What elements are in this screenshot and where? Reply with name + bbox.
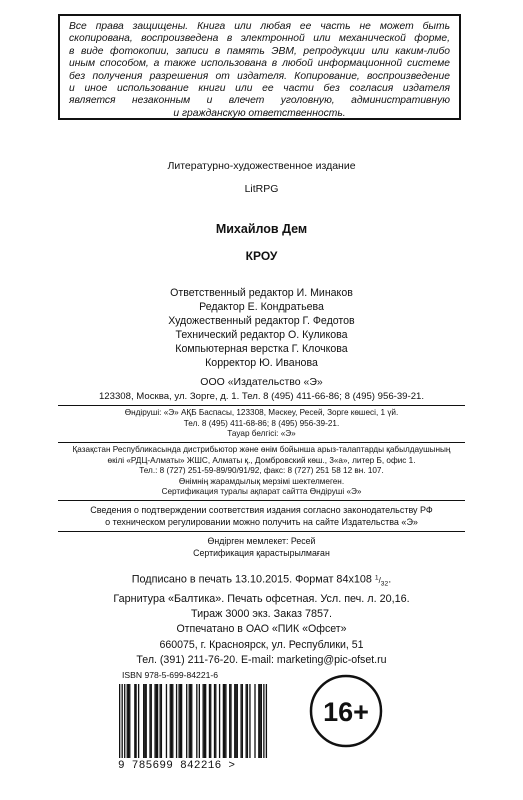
barcode-bar [210, 684, 211, 758]
barcode-bar [190, 684, 191, 758]
barcode-bar [196, 684, 197, 758]
barcode-bar [199, 684, 200, 758]
trademark: Тауар белгісі: «Э» [227, 429, 296, 438]
barcode-bar [161, 684, 162, 758]
barcode-bar [223, 684, 224, 758]
age-rating-text: 16+ [323, 697, 369, 727]
credit-line: Ответственный редактор И. Минаков [170, 287, 353, 299]
barcode-bar [229, 684, 230, 758]
barcode-bar [135, 684, 136, 758]
barcode-bar [129, 684, 130, 758]
barcode-icon [118, 684, 268, 760]
notice-line: без получения разрешения от издателя. Копирование, воспроизведение [69, 70, 450, 82]
printer-address: 660075, г. Красноярск, ул. Республики, 51 [159, 638, 364, 651]
credit-line: Технический редактор О. Куликова [175, 329, 348, 341]
barcode-bar [178, 684, 179, 758]
barcode-bar [224, 684, 225, 758]
barcode-bar [172, 684, 173, 758]
edition-type: Литературно-художественное издание [167, 160, 356, 172]
kz-distributor [0, 445, 523, 498]
barcode-bar [134, 684, 135, 758]
barcode-bar [209, 684, 210, 758]
barcode-bar [166, 684, 167, 758]
kz-producer-line: Өндіруші: «Э» АҚБ Баспасы, 123308, Мәскеу, Ресей, Зорге көшесі, 1 үй. [124, 408, 399, 417]
barcode-bar [122, 684, 123, 758]
kz-producer [0, 408, 523, 440]
typeface-line: Гарнитура «Балтика». Печать офсетная. Усл. печ. л. 20,16. [113, 592, 410, 605]
barcode-bar [237, 684, 238, 758]
barcode-bar [176, 684, 177, 758]
kz-distributor-line: Сертификация туралы ақпарат сайтта Өндіруші «Э» [161, 487, 362, 496]
barcode-bar [191, 684, 192, 758]
barcode-bar [266, 684, 267, 758]
barcode-bar [259, 684, 260, 758]
credit-line: Компьютерная верстка Г. Клочкова [175, 343, 348, 355]
book-title: КРОУ [245, 249, 278, 263]
print-info [0, 570, 523, 623]
barcode-bar [189, 684, 190, 758]
signed-text: Подписано в печать 13.10.2015. Формат 84х108 [131, 573, 375, 586]
notice-line: и гражданскую ответственность. [173, 107, 346, 119]
series-label: LitRPG [244, 183, 279, 195]
barcode-bar [230, 684, 231, 758]
printer-contact: Тел. (391) 211-76-20. E-mail: marketing@pic-ofset.ru [136, 654, 387, 666]
barcode-bar [225, 684, 226, 758]
conformity-info [0, 504, 523, 528]
divider [58, 405, 465, 406]
kz-distributor-line: Тел.: 8 (727) 251-59-89/90/91/92, факс: 8 (727) 251 58 12 вн. 107. [139, 466, 384, 475]
isbn-barcode [118, 670, 268, 776]
barcode-bar [219, 684, 220, 758]
kz-distributor-line: өкілі «РДЦ-Алматы» ЖШС, Алматы қ., Домбровский көш., 3«а», литер Б, офис 1. [107, 455, 416, 465]
barcode-bar [240, 684, 241, 758]
run-line: Тираж 3000 экз. Заказ 7857. [190, 608, 333, 621]
notice-line: является незаконным и влечет уголовную, административную [69, 95, 450, 107]
notice-line: иным способом, а также использована в любой информационной системе [69, 58, 450, 70]
barcode-bar [249, 684, 250, 758]
barcode-bar [127, 684, 128, 758]
credit-line: Корректор Ю. Иванова [205, 357, 318, 369]
barcode-bar [246, 684, 247, 758]
format-fraction: $^1/_{32}$ [374, 574, 389, 588]
credit-line: Художественный редактор Г. Федотов [168, 315, 355, 327]
barcode-bar [124, 684, 125, 758]
barcode-bar [156, 684, 157, 758]
origin-info [0, 535, 523, 559]
barcode-bar [171, 684, 172, 758]
divider [58, 500, 465, 501]
barcode-bar [180, 684, 181, 758]
barcode-bar [143, 684, 144, 758]
credit-line: Редактор Е. Кондратьева [199, 301, 324, 313]
origin-line: Сертификация қарастырылмаған [193, 548, 330, 558]
author-name: Михайлов Дем [215, 222, 308, 236]
divider [58, 531, 465, 532]
barcode-bar [235, 684, 236, 758]
barcode-bar [157, 684, 158, 758]
barcode-bar [181, 684, 182, 758]
barcode-bar [149, 684, 150, 758]
barcode-bar [254, 684, 255, 758]
barcode-bar [204, 684, 205, 758]
notice-line: скопирована, воспроизведена в электронной или механической форме, [69, 33, 450, 45]
printer-info [0, 622, 523, 669]
notice-line: Все права защищены. Книга или любая ее часть не может быть [69, 21, 450, 32]
notice-line: в виде фотокопии, записи в память ЭВМ, репродукции или каким-либо [69, 45, 450, 57]
conformity-line: Сведения о подтверждении соответствия издания согласно законодательству РФ [90, 505, 433, 515]
barcode-bar [215, 684, 216, 758]
barcode-bar [159, 684, 160, 758]
publisher-name: ООО «Издательство «Э» [200, 376, 323, 388]
barcode-bar [258, 684, 259, 758]
barcode-bar [128, 684, 129, 758]
barcode-bar [151, 684, 152, 758]
barcode-bar [205, 684, 206, 758]
barcode-bar [146, 684, 147, 758]
signed-line: Подписано в печать 13.10.2015. Формат 84х108 $^1/_{32}$. [131, 573, 392, 588]
barcode-bar [214, 684, 215, 758]
barcode-bar [186, 684, 187, 758]
barcode-bar [247, 684, 248, 758]
barcode-bar [144, 684, 145, 758]
origin-line: Өндірген мемлекет: Ресей [207, 536, 316, 546]
barcode-bar [261, 684, 262, 758]
barcode-bar [242, 684, 243, 758]
kz-producer-line: Тел. 8 (495) 411-68-86; 8 (495) 956-39-21. [183, 418, 340, 428]
copyright-notice-box [58, 14, 461, 120]
notice-line: и иное использование книги или ее части без согласия издателя [69, 83, 450, 95]
barcode-bar [170, 684, 171, 758]
divider [58, 442, 465, 443]
printer-name: Отпечатано в ОАО «ПИК «Офсет» [176, 623, 347, 635]
barcode-bar [263, 684, 264, 758]
credits-block [0, 286, 523, 370]
age-rating-badge [308, 673, 384, 749]
publisher-address: 123308, Москва, ул. Зорге, д. 1. Тел. 8 (495) 411-66-86; 8 (495) 956-39-21. [98, 391, 425, 402]
kz-distributor-line: Өнімнің жарамдылық мерзімі шектелмеген. [178, 476, 345, 486]
isbn-label: ISBN 978-5-699-84221-6 [122, 670, 219, 680]
barcode-bar [202, 684, 203, 758]
isbn-digits: 9 785699 842216 > [118, 760, 236, 772]
barcode-bar [154, 684, 155, 758]
barcode-bar [138, 684, 139, 758]
barcode-bar [234, 684, 235, 758]
conformity-line: о техническом регулировании можно получить на сайте Издательства «Э» [105, 517, 418, 527]
barcode-bar [119, 684, 120, 758]
kz-distributor-line: Қазақстан Республикасында дистрибьютор және өнім бойынша арыз-талаптарды қабылдаушының [72, 445, 451, 454]
